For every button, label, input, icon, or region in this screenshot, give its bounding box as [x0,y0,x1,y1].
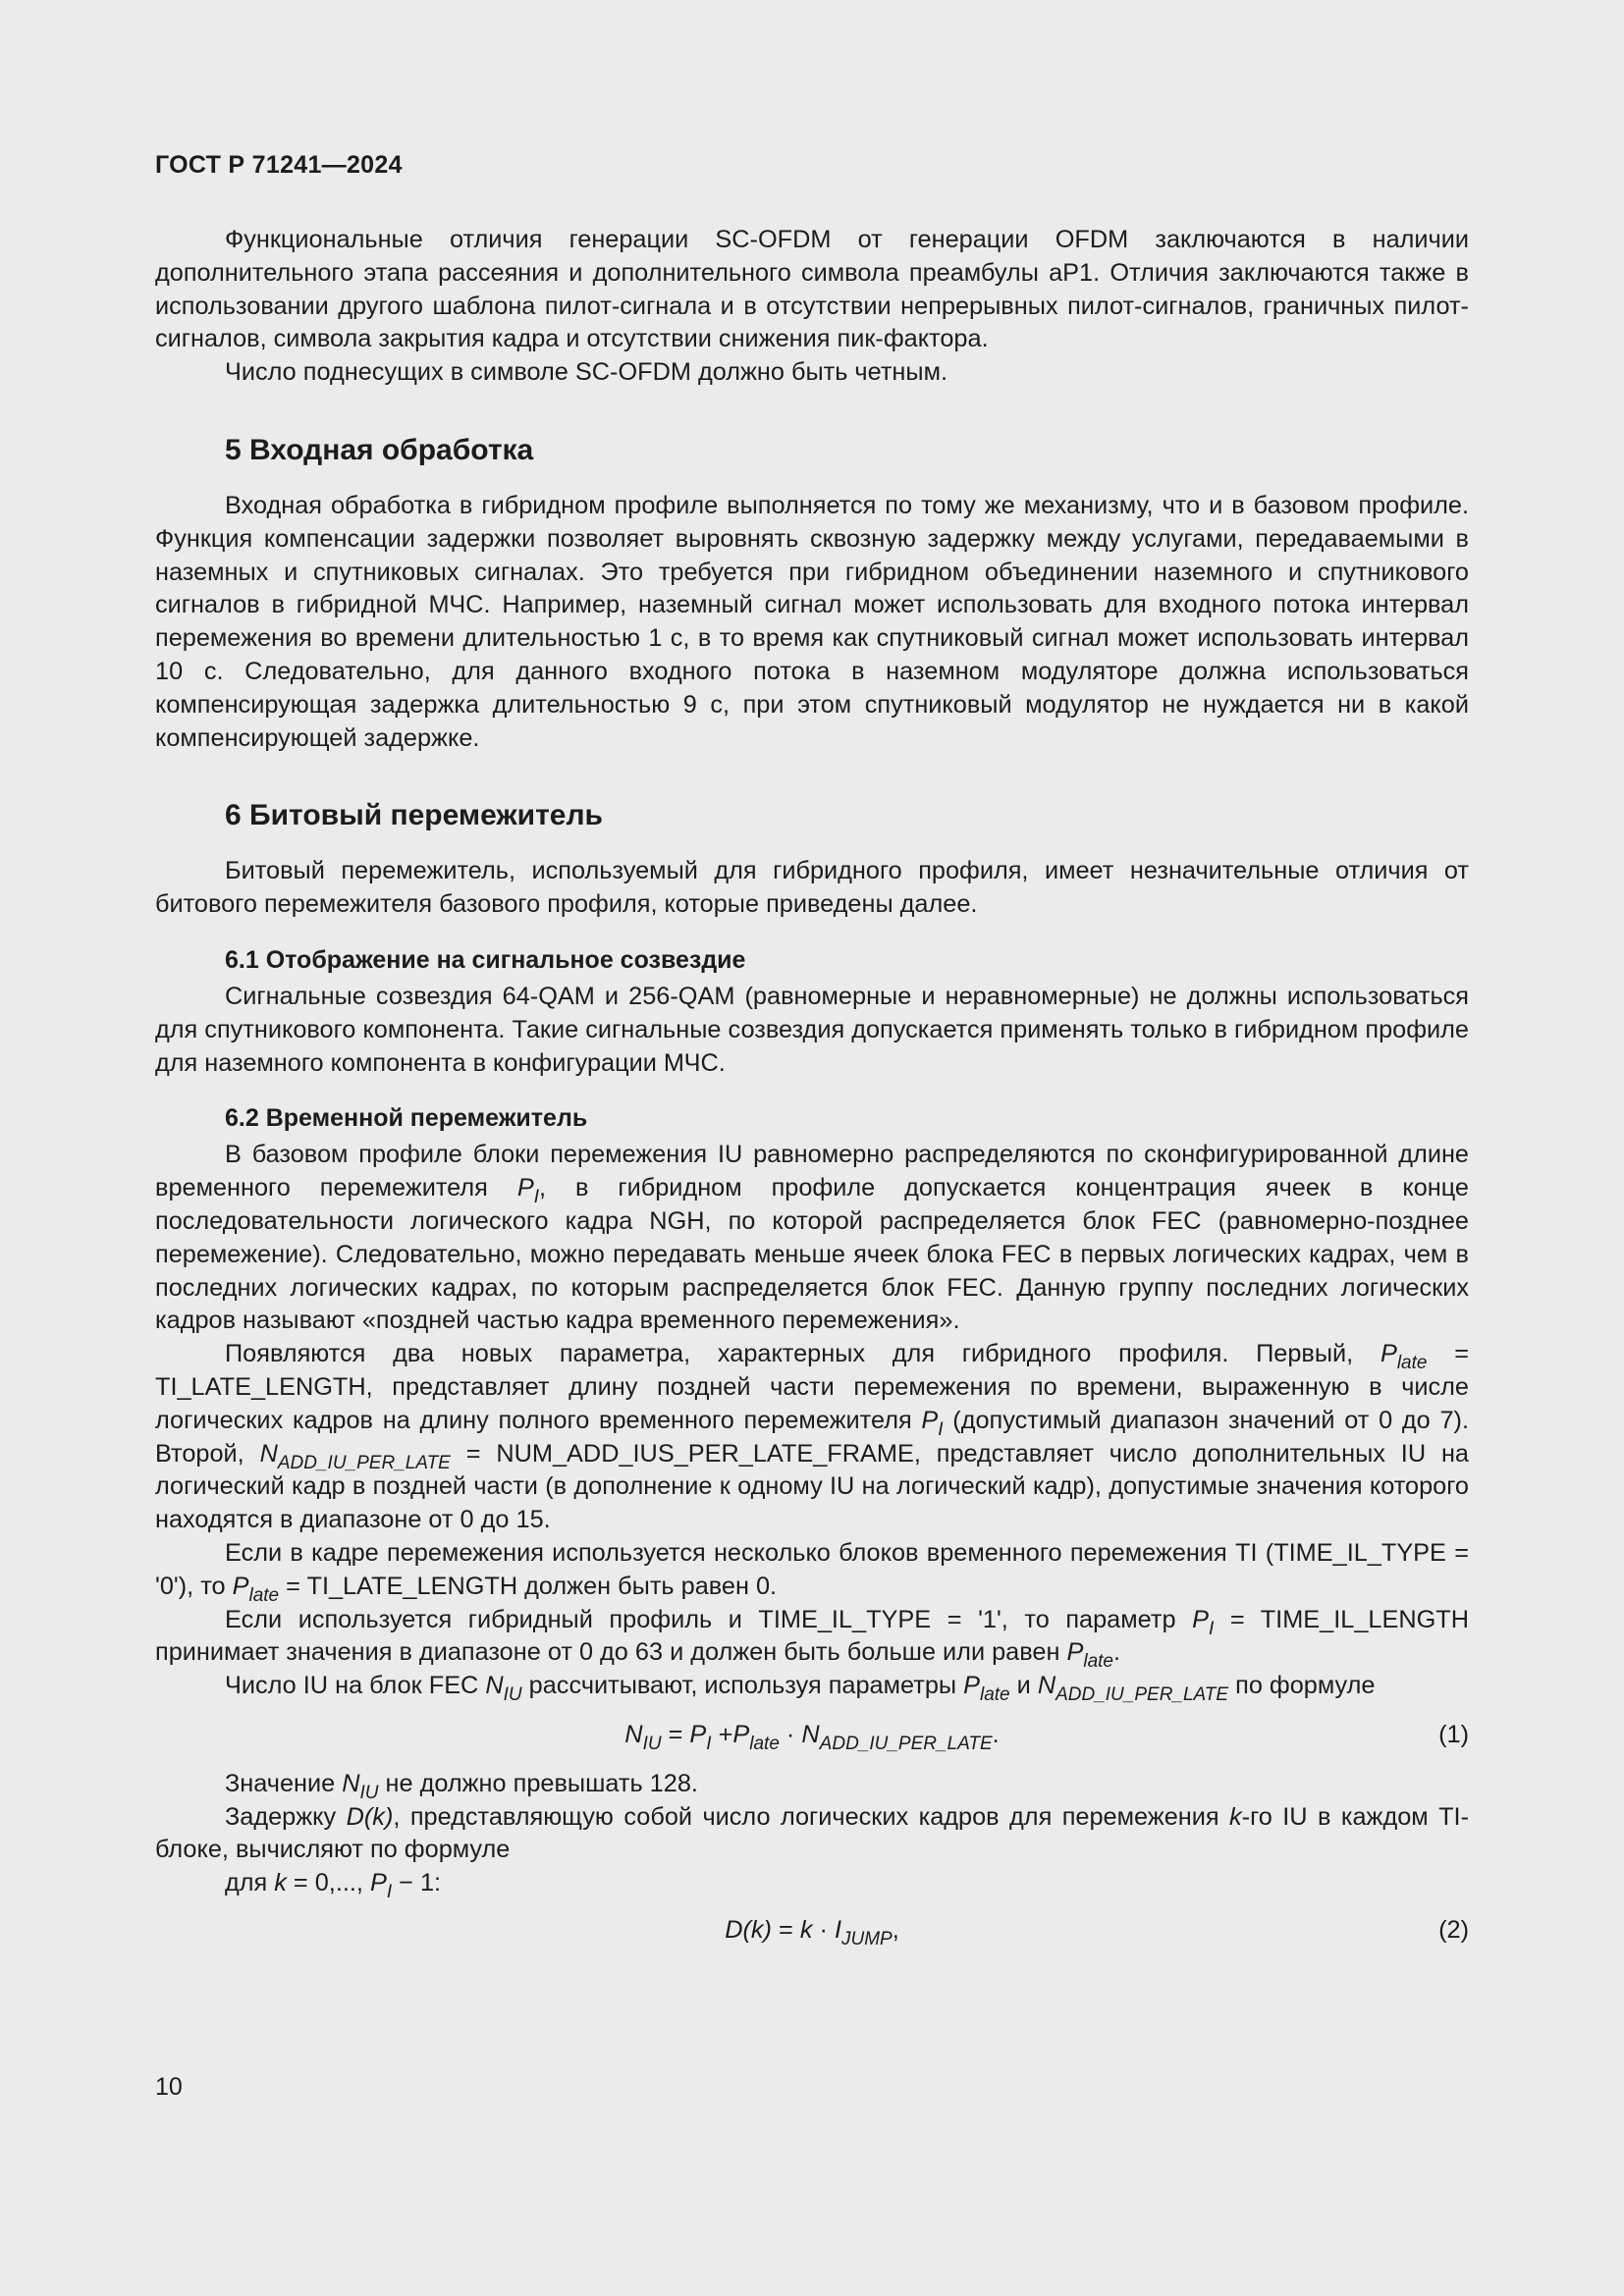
symbol-p-late: $P_{late}$ [232,1572,280,1606]
intro-paragraph-1: Функциональные отличия генерации SC-OFDM от генерации OFDM заключаются в наличии дополнительного этапа рассеяния и дополнительного символа преамбулы aP1. Отличия заключаются также в использовании другого шаблона пилот-сигнала и в отсутствии непрерывных пилот-сигналов, граничных пилот-сигналов, символа закрытия кадра и отсутствии снижения пик-фактора. [155,226,1469,353]
document-body [155,224,1469,1948]
symbol-p-i: $P_I$ [516,1174,539,1208]
formula-1-number: (1) [1438,1720,1469,1748]
subsection-6-1-paragraph: Сигнальные созвездия 64-QAM и 256-QAM (равномерные и неравномерные) не должны использоваться для спутникового компонента. Такие сигнальные созвездия допускается применять только в гибридном профиле для наземного компонента в конфигурации МЧС. [155,982,1469,1077]
symbol-d-k: D(k) [346,1802,394,1831]
formula-2 [155,1914,1469,1948]
subsection-6-2-paragraph-2: Появляются два новых параметра, характерных для гибридного профиля. Первый, $P_{late}$ = TI_LATE_LENGTH, представляет длину поздней части перемежения по времени, выраженную в числе логических кадров на длину полного временного перемежителя $P_I$ (допустимый диапазон значений от 0 до 7). Второй, $N_{ADD\_IU\_PER\_LATE}$ = NUM_ADD_IUS_PER_LATE_FRAME, представляет число дополнительных IU на логический кадр в поздней части (в дополнение к одному IU на логический кадр), допустимые значения которого находятся в диапазоне от 0 до 15. [155,1340,1469,1534]
formula-1 [155,1719,1469,1752]
subsection-6-2-paragraph-8: для k = 0,..., $P_I - 1$: [225,1869,442,1903]
intro-paragraph-2: Число поднесущих в символе SC-OFDM должно быть четным. [225,358,947,387]
section-6-title: 6 Битовый перемежитель [225,799,603,832]
symbol-p-i: $P_I$ [369,1869,393,1903]
symbol-p-late: $P_{late}$ [963,1672,1010,1706]
symbol-n-iu: $N_{IU}$ [485,1672,522,1706]
formula-2-number: (2) [1438,1916,1469,1945]
subsection-6-2-paragraph-7: Задержку D(k), представляющую собой число логических кадров для перемежения k-го IU в каждом TI-блоке, вычисляют по формуле [155,1802,1470,1864]
subsection-6-2-paragraph-5: Число IU на блок FEC $N_{IU}$ рассчитывают, используя параметры $P_{late}$ и $N_{ADD\_IU\_PER\_LATE}$ по формуле [225,1672,1376,1706]
symbol-p-i: $P_I$ [1192,1605,1215,1639]
symbol-n-iu: $N_{IU}$ [342,1769,379,1803]
subsection-6-2-paragraph-4: Если используется гибридный профиль и TIME_IL_TYPE = '1', то параметр $P_I$ = TIME_IL_LENGTH принимает значения в диапазоне от 0 до 63 и должен быть больше или равен $P_{late}$. [155,1605,1469,1673]
symbol-k: k [1229,1802,1242,1831]
symbol-n-add: $N_{ADD\_IU\_PER\_LATE}$ [259,1439,451,1473]
subsection-6-2-paragraph-3: Если в кадре перемежения используется несколько блоков временного перемежения TI (TIME_IL_TYPE = '0'), то $P_{late}$ = TI_LATE_LENGTH должен быть равен 0. [155,1538,1469,1606]
symbol-p-i: $P_I$ [921,1406,944,1440]
subsection-6-2-paragraph-6: Значение $N_{IU}$ не должно превышать 128. [225,1769,698,1803]
document-header: ГОСТ Р 71241—2024 [155,151,403,179]
symbol-p-late: $P_{late}$ [1066,1638,1113,1673]
page-number: 10 [155,2073,183,2101]
subsection-6-2-paragraph-1: В базовом профиле блоки перемежения IU равномерно распределяются по сконфигурированной длине временного перемежителя $P_I$, в гибридном профиле допускается концентрация ячеек в конце последовательности логического кадра NGH, по которой распределяется блок FEC (равномерно-позднее перемежение). Следовательно, можно передавать меньше ячеек блока FEC в первых логических кадрах, чем в последних логических кадрах, по которым распределяется блок FEC. Данную группу последних логических кадров называют «поздней частью кадра временного перемежения». [155,1141,1470,1335]
section-5-title: 5 Входная обработка [225,433,534,466]
symbol-n-add: $N_{ADD\_IU\_PER\_LATE}$ [1037,1672,1229,1706]
formula-2-expression: $D(k) = k \cdot I_{JUMP}$, [725,1916,899,1950]
subsection-6-2-title: 6.2 Временной перемежитель [225,1104,588,1133]
section-6-paragraph: Битовый перемежитель, используемый для гибридного профиля, имеет незначительные отличия от битового перемежителя базового профиля, которые приведены далее. [155,857,1469,919]
symbol-k: k [274,1869,287,1897]
formula-1-expression: $N_{IU} = P_I +P_{late} \cdot N_{ADD\_IU\_PER\_LATE}$. [624,1720,1000,1754]
symbol-p-late: $P_{late}$ [1380,1340,1428,1374]
section-5-paragraph: Входная обработка в гибридном профиле выполняется по тому же механизму, что и в базовом профиле. Функция компенсации задержки позволяет выровнять сквозную задержку между услугами, передаваемыми в наземных и спутниковых сигналах. Это требуется при гибридном объединении наземного и спутникового сигналов в гибридной МЧС. Например, наземный сигнал может использовать для входного потока интервал перемежения во времени длительностью 1 с, в то время как спутниковый сигнал может использовать интервал 10 с. Следовательно, для данного входного потока в наземном модуляторе должна использоваться компенсирующая задержка длительностью 9 с, при этом спутниковый модулятор не нуждается ни в какой компенсирующей задержке. [155,491,1469,752]
subsection-6-1-title: 6.1 Отображение на сигнальное созвездие [225,945,746,974]
